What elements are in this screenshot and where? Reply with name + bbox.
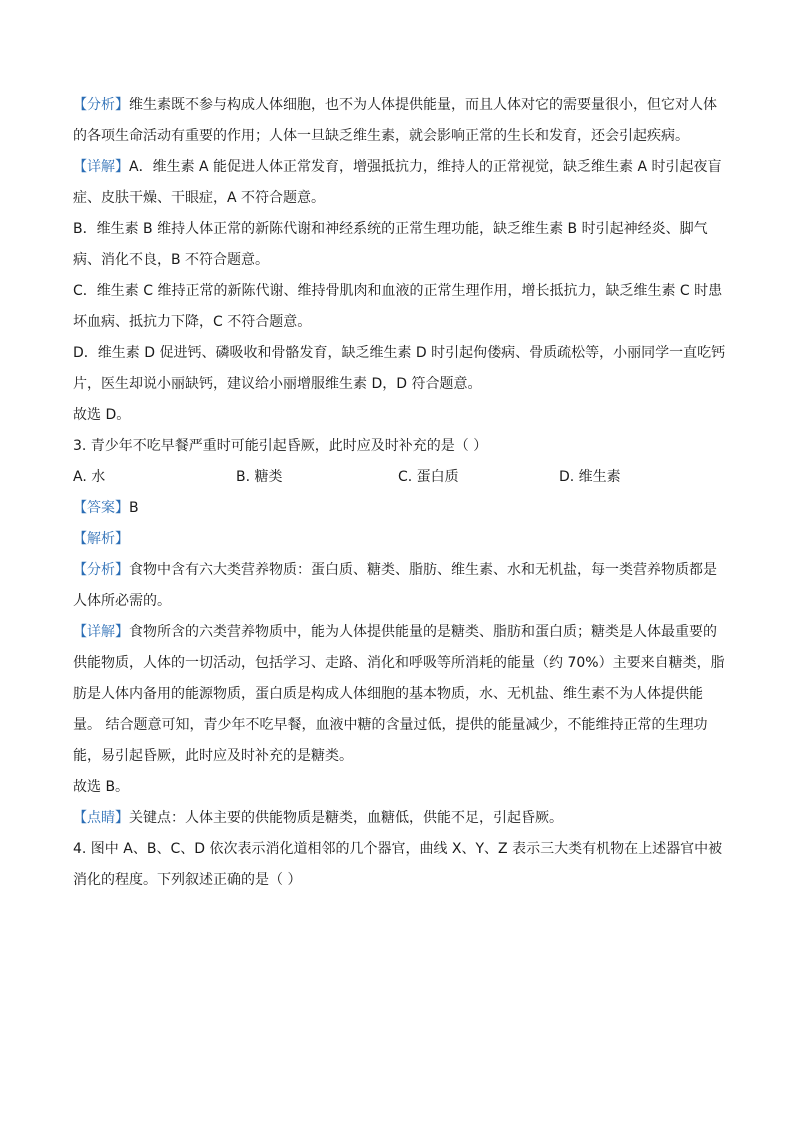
q3-analysis-line-2: 人体所必需的。 (73, 593, 171, 609)
q3-stem: 3. 青少年不吃早餐严重时可能引起昏厥，此时应及时补充的是（ ） (73, 438, 488, 454)
vitamin-d-line-2: 片，医生却说小丽缺钙，建议给小丽增服维生素 D，D 符合题意。 (73, 376, 482, 392)
analysis-tag: 【分析】 (73, 97, 129, 113)
q4-stem-line-2: 消化的程度。下列叙述正确的是（ ） (73, 872, 302, 888)
q3-option-a: A. 水 (73, 469, 106, 485)
q3-answer: 【答案】B (73, 500, 139, 516)
q3-detail-line-3: 肪是人体内备用的能源物质，蛋白质是构成人体细胞的基本物质，水、无机盐、维生素不为人体提供能 (73, 686, 703, 702)
vitamin-c-line-2: 坏血病、抵抗力下降，C 不符合题意。 (73, 314, 312, 330)
q3-choose: 故选 B。 (73, 779, 130, 795)
detail-tag: 【详解】 (73, 159, 129, 175)
q3-jiexi-tag: 【解析】 (73, 531, 129, 547)
q3-detail-line-1: 【详解】食物所含的六类营养物质中，能为人体提供能量的是糖类、脂肪和蛋白质；糖类是人体最重要的 (73, 624, 717, 640)
vitamin-b-line-2: 病、消化不良，B 不符合题意。 (73, 252, 270, 268)
q3-point: 【点睛】关键点：人体主要的供能物质是糖类，血糖低，供能不足，引起昏厥。 (73, 810, 563, 826)
vitamin-analysis-line-1: 【分析】维生素既不参与构成人体细胞，也不为人体提供能量，而且人体对它的需要量很小，但它对人体 (73, 97, 717, 113)
vitamin-d-line-1: D．维生素 D 促进钙、磷吸收和骨骼发育，缺乏维生素 D 时引起佝偻病、骨质疏松等，小丽同学一直吃钙 (73, 345, 726, 361)
q3-detail-line-5: 能，易引起昏厥，此时应及时补充的是糖类。 (73, 748, 353, 764)
vitamin-c-line-1: C．维生素 C 维持正常的新陈代谢、维持骨肌肉和血液的正常生理作用，增长抵抗力，缺乏维生素 C 时患 (73, 283, 723, 299)
point-tag: 【点睛】 (73, 810, 129, 826)
q3-option-c: C. 蛋白质 (398, 469, 459, 485)
detail-tag: 【详解】 (73, 624, 129, 640)
answer-tag: 【答案】 (73, 500, 129, 516)
q4-stem-line-1: 4. 图中 A、B、C、D 依次表示消化道相邻的几个器官，曲线 X、Y、Z 表示三大类有机物在上述器官中被 (73, 841, 723, 857)
vitamin-choose: 故选 D。 (73, 407, 131, 423)
q3-option-b: B. 糖类 (236, 469, 283, 485)
q3-options (73, 467, 723, 487)
q3-detail-line-2: 供能物质，人体的一切活动，包括学习、走路、消化和呼吸等所消耗的能量（约 70%）主要来自糖类，脂 (73, 655, 725, 671)
q3-option-d: D. 维生素 (559, 469, 621, 485)
vitamin-detail-a-line-1: 【详解】A．维生素 A 能促进人体正常发育，增强抵抗力，维持人的正常视觉，缺乏维生素 A 时引起夜盲 (73, 159, 722, 175)
vitamin-detail-a-line-2: 症、皮肤干燥、干眼症，A 不符合题意。 (73, 190, 326, 206)
q3-detail-line-4: 量。 结合题意可知，青少年不吃早餐，血液中糖的含量过低，提供的能量减少，不能维持正常的生理功 (73, 717, 708, 733)
analysis-tag: 【分析】 (73, 562, 129, 578)
vitamin-analysis-line-2: 的各项生命活动有重要的作用；人体一旦缺乏维生素，就会影响正常的生长和发育，还会引起疾病。 (73, 128, 689, 144)
q3-analysis-line-1: 【分析】食物中含有六大类营养物质：蛋白质、糖类、脂肪、维生素、水和无机盐，每一类营养物质都是 (73, 562, 717, 578)
vitamin-b-line-1: B．维生素 B 维持人体正常的新陈代谢和神经系统的正常生理功能，缺乏维生素 B 时引起神经炎、脚气 (73, 221, 708, 237)
